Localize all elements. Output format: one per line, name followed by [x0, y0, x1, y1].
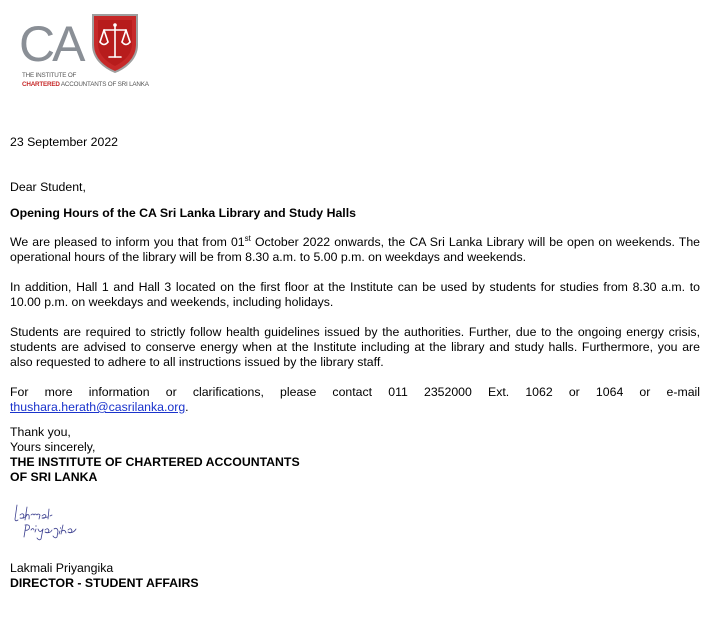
logo-text-rest: ACCOUNTANTS OF SRI LANKA	[59, 81, 149, 88]
signatory-name: Lakmali Priyangika	[10, 561, 114, 575]
organization-name-line1: THE INSTITUTE OF CHARTERED ACCOUNTANTS	[10, 455, 300, 469]
signatory-title: DIRECTOR - STUDENT AFFAIRS	[10, 576, 199, 590]
letter-subject: Opening Hours of the CA Sri Lanka Library and Study Halls	[10, 206, 356, 220]
institute-logo	[19, 13, 149, 95]
contact-text: For more information or clarifications, please contact 011 2352000 Ext. 1062 or 1064 or e-mail	[10, 385, 700, 399]
closing-sincerely: Yours sincerely,	[10, 440, 96, 454]
paragraph-contact	[10, 385, 700, 415]
ordinal-suffix: st	[244, 234, 251, 243]
email-link[interactable]: thushara.herath@casrilanka.org	[10, 400, 186, 414]
letter-greeting: Dear Student,	[10, 180, 86, 194]
paragraph-guidelines: Students are required to strictly follow health guidelines issued by the authorities. Further, due to the ongoing energy crisis, students are advised to conserve energy when at the Institute including at the library and study halls. Furthermore, you are also requested to adhere to all instructions issued by the library staff.	[10, 325, 700, 369]
logo-ca-mark: CA	[19, 16, 83, 72]
paragraph-1-part-a: We are pleased to inform you that from 01	[10, 235, 245, 249]
paragraph-study-halls: In addition, Hall 1 and Hall 3 located on the first floor at the Institute can be used by students for studies from 8.30 a.m. to 10.00 p.m. on weekdays and weekends, including holidays.	[10, 280, 700, 309]
contact-end: .	[185, 400, 189, 414]
paragraph-opening-hours	[10, 235, 700, 265]
letter-body	[10, 135, 700, 591]
letter-date: 23 September 2022	[10, 135, 119, 149]
paragraph-1-part-b: October 2022 onwards, the CA Sri Lanka Library will be open on weekends. The operational hours of the library will be from 8.30 a.m. to 5.00 p.m. on weekdays and weekends.	[10, 235, 700, 264]
logo-text-line2	[22, 82, 149, 88]
logo-text-chartered: CHARTERED	[22, 81, 60, 88]
handwritten-signature	[12, 501, 82, 541]
logo-text-line1: THE INSTITUTE OF	[22, 72, 77, 79]
closing-thanks: Thank you,	[10, 425, 71, 439]
organization-name-line2: OF SRI LANKA	[10, 470, 98, 484]
scales-of-justice-shield-icon	[91, 13, 139, 73]
